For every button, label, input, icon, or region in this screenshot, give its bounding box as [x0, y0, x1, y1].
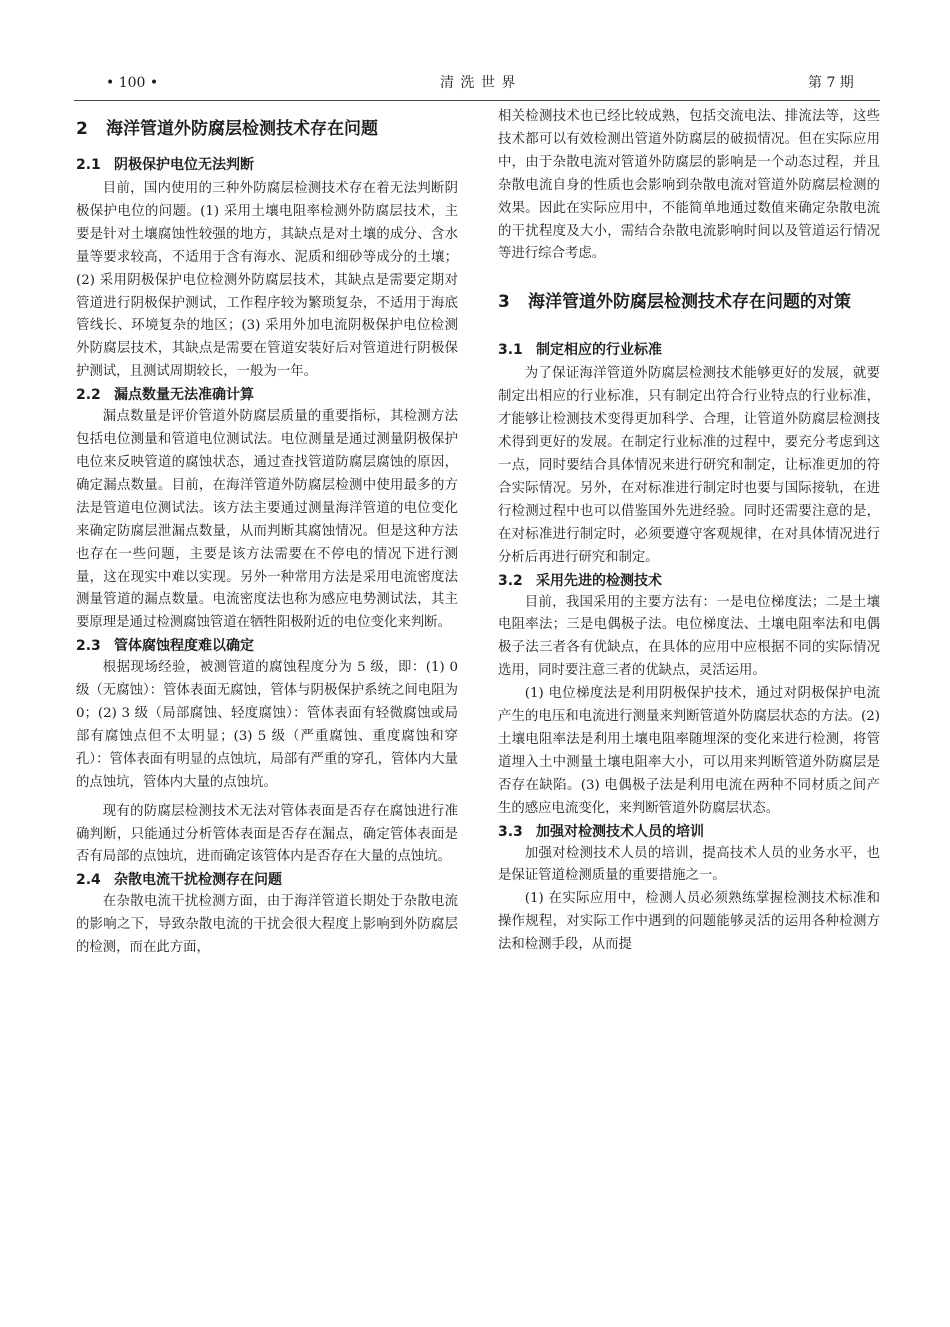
- subsection-2-2-heading: [76, 384, 458, 406]
- journal-title: 清 洗 世 界: [440, 75, 517, 91]
- subsection-number: 2.1: [76, 157, 101, 173]
- paragraph: 现有的防腐层检测技术无法对管体表面是否存在腐蚀进行准确判断，只能通过分析管体表面是否存在漏点，确定管体表面是否有局部的点蚀坑，进而确定该管体内是否存在大量的点蚀坑。: [76, 803, 458, 865]
- subsection-3-1-heading: [498, 339, 880, 361]
- header-rule: [74, 100, 880, 101]
- section-3-heading: [498, 290, 880, 315]
- subsection-2-3-heading: [76, 635, 458, 657]
- paragraph: 在杂散电流干扰检测方面，由于海洋管道长期处于杂散电流的影响之下，导致杂散电流的干扰会很大程度上影响到外防腐层的检测，而在此方面，: [76, 894, 458, 956]
- left-column: [76, 106, 458, 960]
- subsection-title: 采用先进的检测技术: [536, 572, 662, 589]
- paragraph-continued: 相关检测技术也已经比较成熟，包括交流电法、排流法等，这些技术都可以有效检测出管道外防腐层的破损情况。但在实际应用中，由于杂散电流对管道外防腐层的影响是一个动态过程，并且杂散电流自身的性质也会影响到杂散电流对管道外防腐层检测的效果。因此在实际应用中，不能简单地通过数值来确定杂散电流的干扰程度及大小，需结合杂散电流影响时间以及管道运行情况等进行综合考虑。: [498, 109, 880, 262]
- section-title: 海洋管道外防腐层检测技术存在问题: [106, 119, 378, 139]
- subsection-title: 管体腐蚀程度难以确定: [114, 638, 254, 655]
- subsection-3-3-heading: [498, 821, 880, 843]
- paragraph: 目前，我国采用的主要方法有：一是电位梯度法；二是土壤电阻率法；三是电偶极子法。电位梯度法、土壤电阻率法和电偶极子法三者各有优缺点，在具体的应用中应根据不同的实际情况选用，同时要注意三者的优缺点，灵活运用。: [498, 594, 880, 679]
- subsection-number: 2.4: [76, 872, 101, 889]
- subsection-title: 阴极保护电位无法判断: [114, 157, 254, 173]
- paragraph: 加强对检测技术人员的培训，提高技术人员的业务水平，也是保证管道检测质量的重要措施之一。: [498, 845, 880, 884]
- subsection-title: 漏点数量无法准确计算: [114, 387, 254, 404]
- section-number: 2: [76, 119, 88, 139]
- subsection-title: 加强对检测技术人员的培训: [536, 823, 704, 840]
- subsection-2-4-heading: [76, 869, 458, 891]
- section-number: 3: [498, 292, 510, 313]
- subsection-2-1-heading: [76, 154, 458, 176]
- section-2-heading: [76, 117, 458, 142]
- paragraph: 漏点数量是评价管道外防腐层质量的重要指标，其检测方法包括电位测量和管道电位测试法。电位测量是通过测量阴极保护电位来反映管道的腐蚀状态，通过查找管道防腐层腐蚀的原因，确定漏点数量。目前，在海洋管道外防腐层检测中使用最多的方法是管道电位测试法。该方法主要通过测量海洋管道的电位变化来确定防腐层泄漏点数量，从而判断其腐蚀情况。但是这种方法也存在一些问题，主要是该方法需要在不停电的情况下进行测量，这在现实中难以实现。另外一种常用方法是采用电流密度法测量管道的漏点数量。电流密度法也称为感应电势测试法，其主要原理是通过检测腐蚀管道在牺牲阳极附近的电位变化来判断。: [76, 409, 458, 631]
- subsection-number: 3.1: [498, 342, 523, 359]
- subsection-title: 制定相应的行业标准: [536, 342, 662, 359]
- paragraph: (1) 电位梯度法是利用阴极保护技术，通过对阴极保护电流产生的电压和电流进行测量来判断管道外防腐层状态的方法。(2) 土壤电阻率法是利用土壤电阻率随埋深的变化来进行检测，将管道埋入土中测量土壤电阻率大小，可以用来判断管道外防腐层是否存在缺陷。(3) 电偶极子法是利用电流在两种不同材质之间产生的感应电流变化，来判断管道外防腐层状态。: [498, 686, 880, 816]
- subsection-number: 2.2: [76, 387, 101, 404]
- issue-number: 第 7 期: [808, 75, 854, 91]
- paragraph: 目前，国内使用的三种外防腐层检测技术存在着无法判断阴极保护电位的问题。(1) 采用土壤电阻率检测外防腐层技术，主要是针对土壤腐蚀性较强的地方，其缺点是对土壤的成分、含水量等要求较高，不适用于含有海水、泥质和细砂等成分的土壤；(2) 采用阴极保护电位检测外防腐层技术，其缺点是需要定期对管道进行阴极保护测试，工作程序较为繁琐复杂，不适用于海底管线长、环境复杂的地区；(3) 采用外加电流阴极保护电位检测外防腐层技术，其缺点是需要在管道安装好后对管道进行阴极保护测试，且测试周期较长，一般为一年。: [76, 181, 458, 380]
- subsection-number: 2.3: [76, 638, 101, 655]
- subsection-3-2-heading: [498, 570, 880, 592]
- paragraph: (1) 在实际应用中，检测人员必须熟练掌握检测技术标准和操作规程，对实际工作中遇到的问题能够灵活的运用各种检测方法和检测手段，从而提: [498, 891, 880, 953]
- subsection-number: 3.2: [498, 572, 523, 589]
- subsection-title: 杂散电流干扰检测存在问题: [114, 872, 282, 889]
- paragraph: 为了保证海洋管道外防腐层检测技术能够更好的发展，就要制定出相应的行业标准，只有制定出符合行业特点的行业标准，才能够让检测技术变得更加科学、合理，让管道外防腐层检测技术得到更好的发展。在制定行业标准的过程中，要充分考虑到这一点，同时要结合具体情况来进行研究和制定，让标准更加的符合实际情况。另外，在对标准进行制定时也要与国际接轨，在进行检测过程中也可以借鉴国外先进经验。同时还需要注意的是，在对标准进行制定时，必须要遵守客观规律，在对具体情况进行分析后再进行研究和制定。: [498, 366, 880, 565]
- subsection-number: 3.3: [498, 823, 523, 840]
- right-column: [498, 106, 880, 957]
- section-title: 海洋管道外防腐层检测技术存在问题的对策: [528, 292, 851, 313]
- paragraph: 根据现场经验，被测管道的腐蚀程度分为 5 级，即：(1) 0 级（无腐蚀）：管体表面无腐蚀，管体与阴极保护系统之间电阻为 0；(2) 3 级（局部腐蚀、轻度腐蚀）：管体表面有轻微腐蚀或局部有腐蚀点但不太明显；(3) 5 级（严重腐蚀、重度腐蚀和穿孔）：管体表面有明显的点蚀坑，局部有严重的穿孔，管体内大量的点蚀坑，管体内大量的点蚀坑。: [76, 660, 458, 790]
- page-number: • 100 •: [106, 75, 159, 91]
